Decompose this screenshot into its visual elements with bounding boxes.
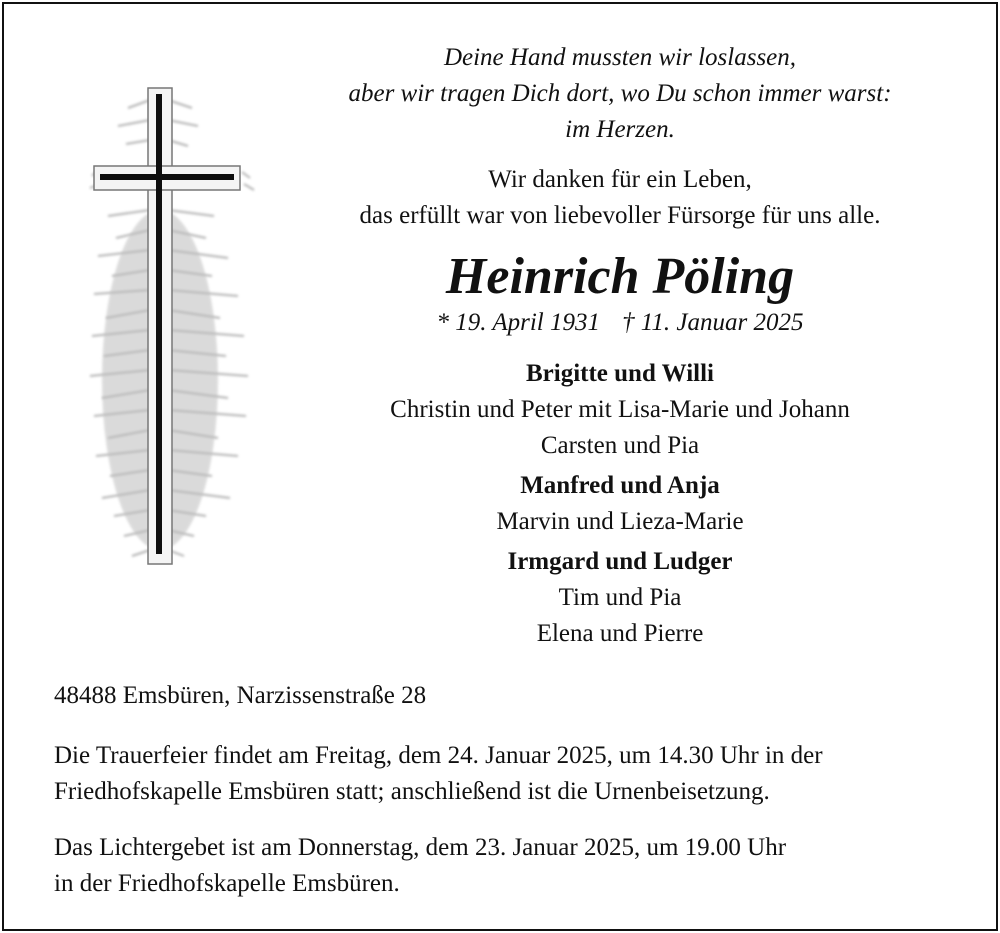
thanks-line: das erfüllt war von liebevoller Fürsorge für uns alle.: [359, 202, 881, 229]
family-member: Tim und Pia: [558, 584, 682, 611]
family-head: Brigitte und Willi: [525, 360, 714, 387]
memorial-quote: [270, 40, 970, 148]
family-list: [270, 356, 970, 652]
family-group: [270, 544, 970, 652]
thanks-text: [270, 162, 970, 234]
prayer-line: in der Friedhofskapelle Emsbüren.: [54, 870, 400, 897]
family-group: [270, 356, 970, 464]
family-group: [270, 468, 970, 540]
prayer-line: Das Lichtergebet ist am Donnerstag, dem 23. Januar 2025, um 19.00 Uhr: [54, 834, 787, 861]
family-head: Irmgard und Ludger: [507, 548, 733, 575]
family-member: Elena und Pierre: [536, 620, 704, 647]
death-date: † 11. Januar 2025: [621, 309, 804, 336]
family-member: Christin und Peter mit Lisa-Marie und Johann: [390, 396, 850, 423]
cross-icon: [88, 80, 256, 575]
thanks-line: Wir danken für ein Leben,: [488, 166, 752, 193]
funeral-info: [54, 738, 942, 810]
address: 48488 Emsbüren, Narzissenstraße 28: [54, 682, 427, 709]
family-member: Carsten und Pia: [540, 432, 700, 459]
family-head: Manfred und Anja: [520, 472, 720, 499]
prayer-info: [54, 830, 942, 902]
birth-date: * 19. April 1931: [436, 309, 600, 336]
family-member: Marvin und Lieza-Marie: [496, 508, 744, 535]
funeral-line: Friedhofskapelle Emsbüren statt; anschließend ist die Urnenbeisetzung.: [54, 778, 770, 805]
deceased-name: Heinrich Pöling: [445, 248, 795, 305]
quote-line: Deine Hand mussten wir loslassen,: [443, 44, 797, 71]
funeral-line: Die Trauerfeier findet am Freitag, dem 24. Januar 2025, um 14.30 Uhr in der: [54, 742, 823, 769]
quote-line: im Herzen.: [565, 116, 675, 143]
life-dates: [270, 306, 970, 340]
quote-line: aber wir tragen Dich dort, wo Du schon immer warst:: [348, 80, 892, 107]
